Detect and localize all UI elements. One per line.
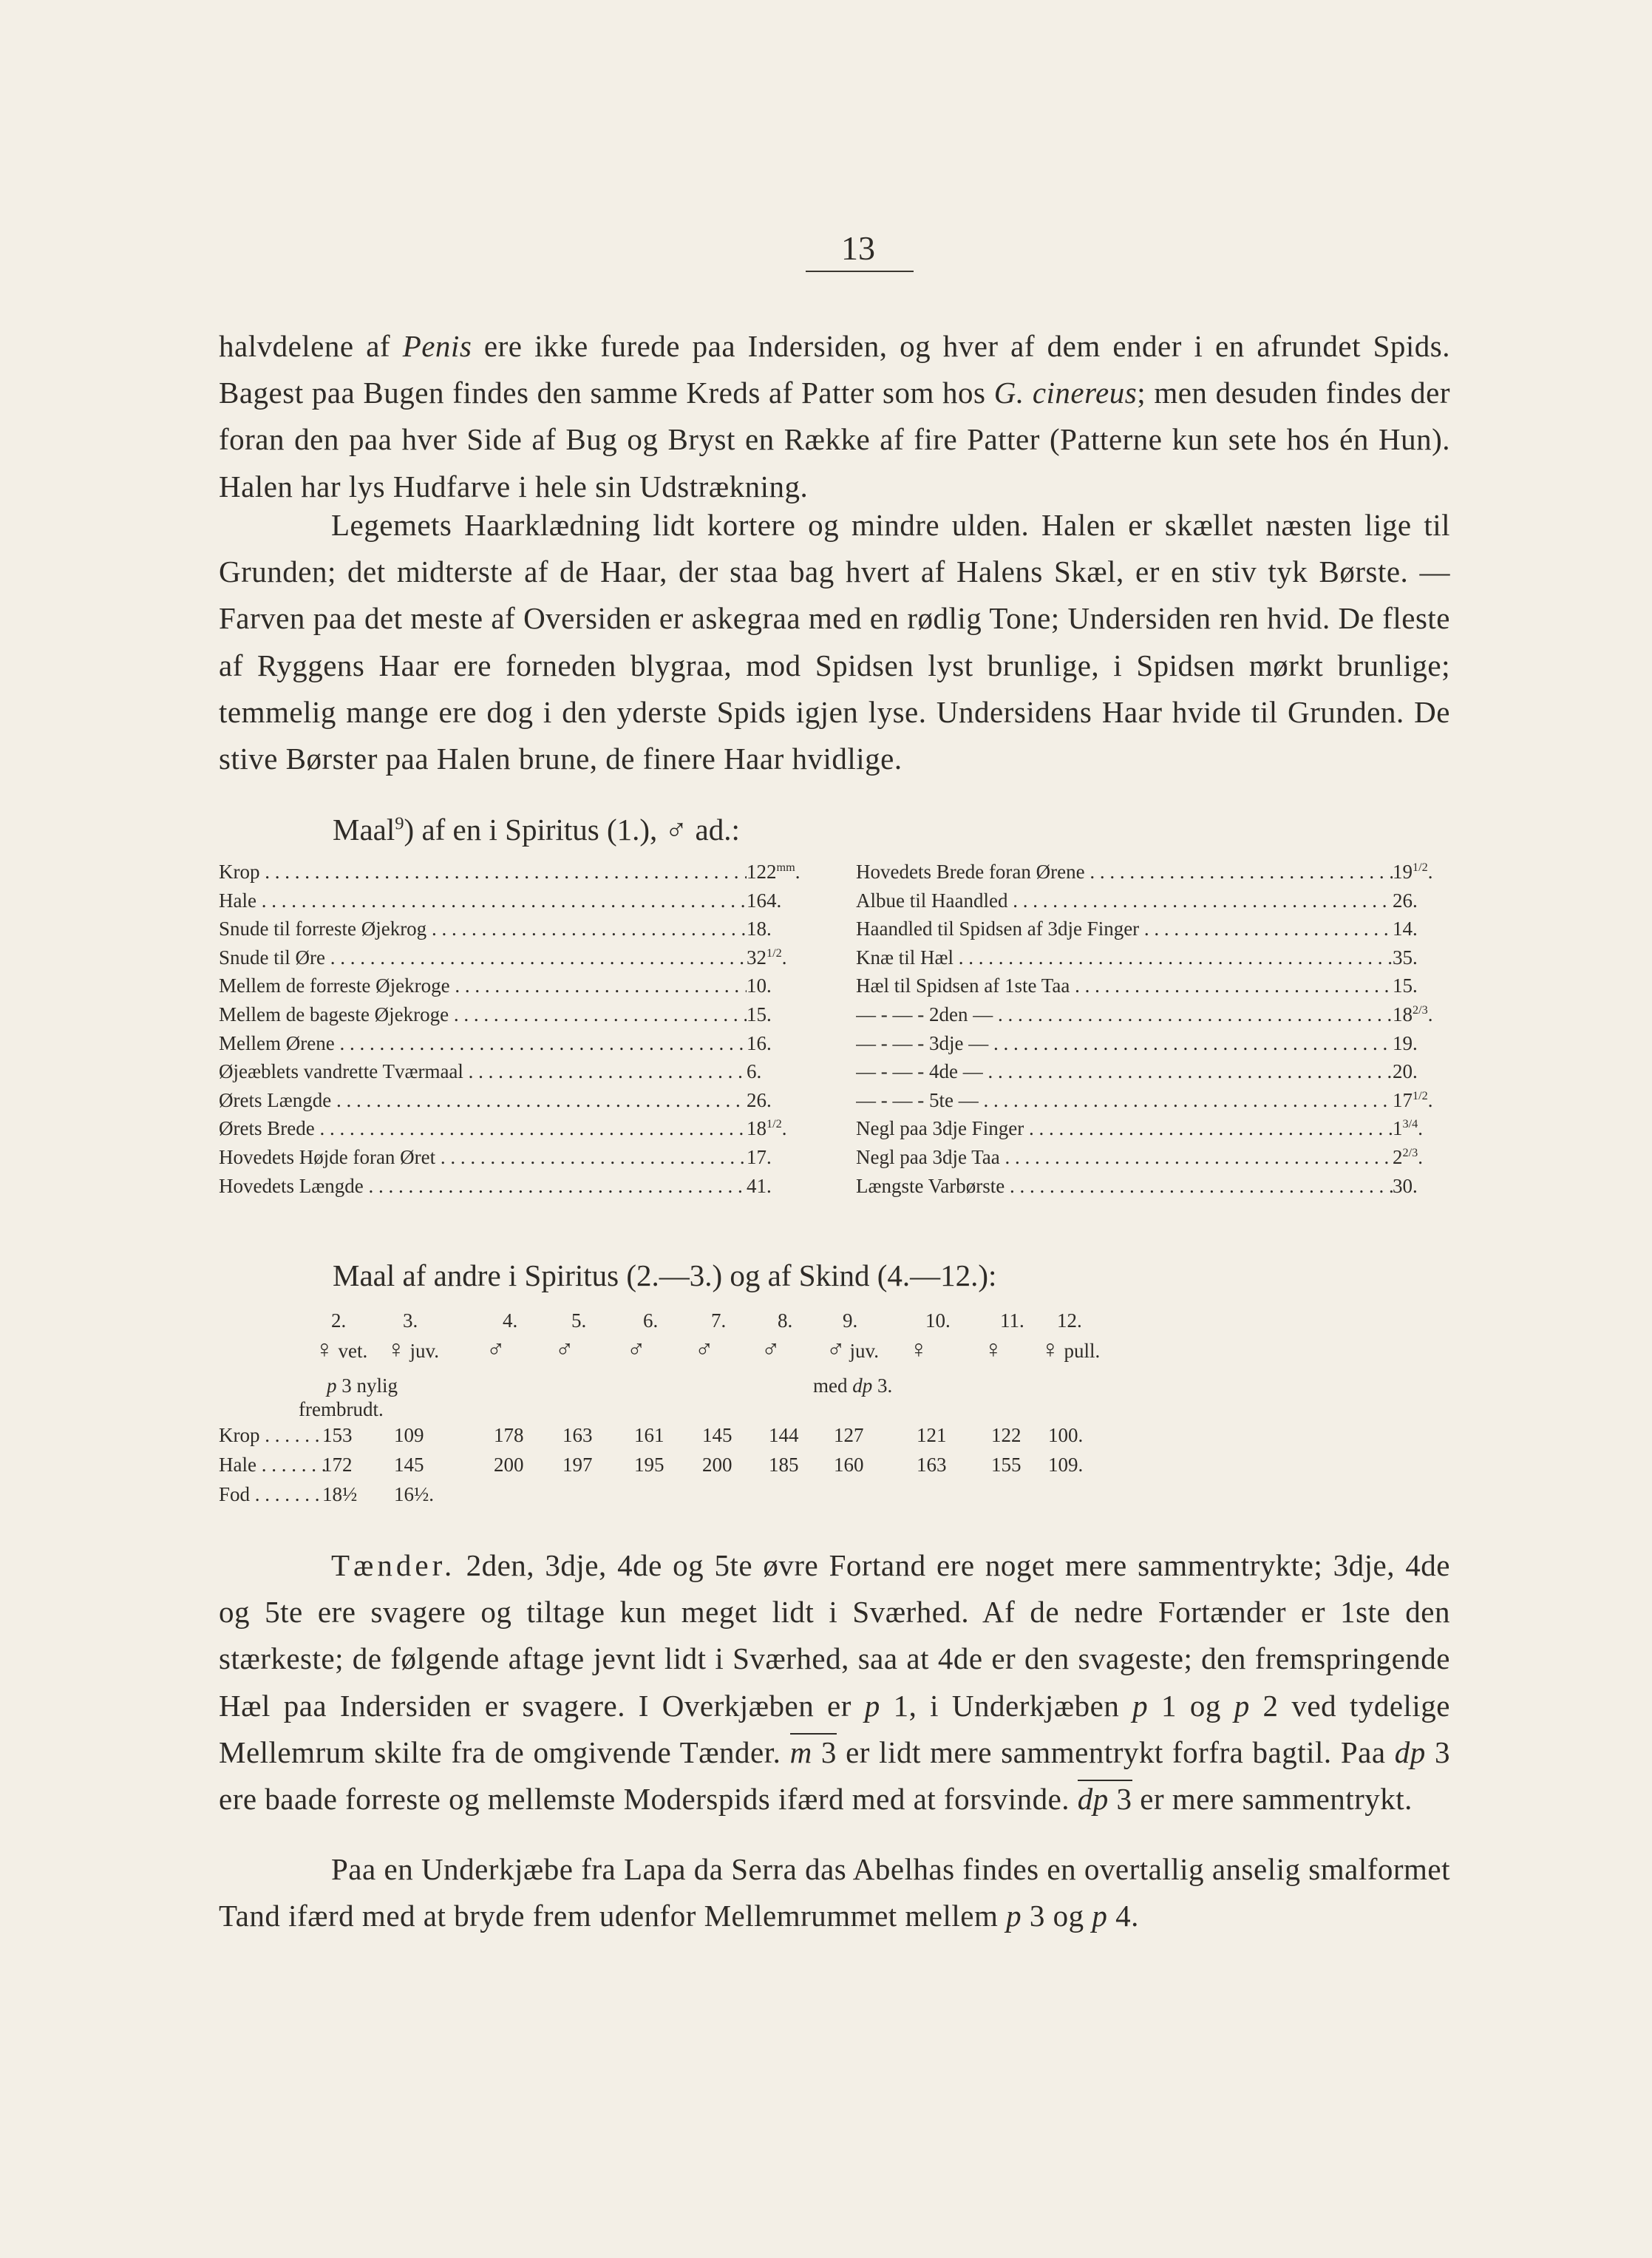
right-value: 26. [1393,889,1418,912]
left-value: 17. [747,1145,772,1168]
right-row [856,915,1444,943]
left-label: Hale . . . [219,886,747,915]
left-label: Mellem de forreste Øjekroge . . . [219,972,747,1000]
column-sex: ♂ [486,1336,506,1363]
table2-cell: 145 [702,1424,732,1446]
table2-cell: 172 [322,1454,353,1476]
left-value: 18. [747,918,772,940]
left-label: Mellem Ørene . . . [219,1029,747,1058]
right-row [856,886,1444,915]
right-label: — - — - 2den — . . . [856,1000,1393,1029]
right-value: 14. [1393,918,1418,940]
left-label: Ørets Længde . . . [219,1086,747,1115]
right-label: — - — - 5te — . . . [856,1086,1393,1115]
right-label: Negl paa 3dje Taa . . . [856,1143,1393,1172]
column-sex: ♀ pull. [1041,1336,1101,1363]
table2-cell: 109. [1048,1454,1084,1476]
right-value: 30. [1393,1174,1418,1197]
right-value: $19^{1/2}$. [1393,861,1433,883]
left-label: Øjeæblets vandrette Tværmaal . . . [219,1057,747,1086]
italic-species-name: G. cinereus [993,376,1138,410]
column-sex: ♂ [761,1336,781,1363]
column-sex: ♀ juv. [387,1336,439,1363]
column-sex: ♂ juv. [826,1336,879,1363]
table2-cell: 109 [394,1424,424,1446]
left-row [219,886,804,915]
right-label: Negl paa 3dje Finger . . . [856,1114,1393,1143]
right-row [856,1143,1444,1172]
paragraph-penis-description: halvdelene af Penis ere ikke furede paa Indersiden, og hver af dem ender i en afrundet Spids. Bagest paa Bugen findes den samme Kreds af Patter som hos G. cinereus; men desuden findes der foran den paa hver Side af Bug og Bryst en Række af fire Patter (Patterne kun sete hos én Hun). Halen har lys Hudfarve i hele sin Udstrækning. [219,329,1451,504]
column-sex: ♀ vet. [315,1336,368,1363]
left-label: Mellem de bageste Øjekroge . . . [219,1000,747,1029]
left-value: 10. [747,974,772,997]
column-sex: ♀ [909,1336,928,1363]
right-row [856,1029,1444,1058]
measurements-heading-2: Maal af andre i Spiritus (2.—3.) og af Skind (4.—12.): [333,1258,997,1292]
right-row [856,1057,1444,1086]
left-row [219,858,804,886]
column-number: 5. [571,1309,587,1332]
table2-cell: 200 [702,1454,732,1476]
table2-cell: 122 [991,1424,1022,1446]
left-row [219,1114,804,1143]
right-label: Længste Varbørste . . . [856,1172,1393,1201]
table2-cell: 197 [562,1454,593,1476]
column-sex: ♂ [695,1336,714,1363]
left-value: 26. [747,1088,772,1111]
right-row [856,858,1444,886]
table2-cell: 178 [494,1424,524,1446]
column-sex: ♂ [627,1336,646,1363]
table2-row-label: Hale . . . . . . . [219,1454,327,1476]
left-row [219,915,804,943]
teeth-lead-word: Tænder. [331,1548,456,1582]
table2-cell: 100. [1048,1424,1084,1446]
column-sex: ♀ [984,1336,1003,1363]
right-label: — - — - 4de — . . . [856,1057,1393,1086]
paragraph-fur-description: Legemets Haarklædning lidt kortere og mindre ulden. Halen er skællet næsten lige til Grunden; det midterste af de Haar, der staa bag hvert af Halens Skæl, er en stiv tyk Børste. — Farven paa det meste af Oversiden er askegraa med en rødlig Tone; Undersiden ren hvid. De fleste af Ryggens Haar ere forneden blygraa, mod Spidsen lyst brunlige, i Spidsen mørkt brunlige; temmelig mange ere dog i den yderste Spids igjen lyse. Undersidens Haar hvide til Grunden. De stive Børster paa Halen brune, de finere Haar hvidlige. [219,508,1450,776]
left-value: 15. [747,1003,772,1025]
left-row [219,1000,804,1029]
table2-cell: 145 [394,1454,424,1476]
left-label: Krop . . . [219,858,747,886]
right-value: 19. [1393,1031,1418,1054]
column-number: 2. [331,1309,347,1332]
left-row [219,972,804,1000]
right-value: 35. [1393,946,1418,969]
column-note-9: med dp 3. [813,1374,893,1397]
left-value: $32^{1/2}$. [747,946,787,969]
page-number: 13 [841,229,875,267]
left-row [219,1143,804,1172]
table2-row-label: Fod . . . . . . . [219,1483,320,1505]
table2-cell: 163 [562,1424,593,1446]
table2-cell: 155 [991,1454,1022,1476]
measurement-table-left [219,858,804,1200]
column-note-3b: frembrudt. [299,1398,384,1420]
table2-cell: 163 [917,1454,947,1476]
table2-cell: 185 [769,1454,799,1476]
column-number: 12. [1057,1309,1082,1332]
left-value: 16. [747,1031,772,1054]
right-label: Hæl til Spidsen af 1ste Taa . . . [856,972,1393,1000]
column-number: 10. [925,1309,951,1332]
table2-cell: 161 [634,1424,664,1446]
column-number: 11. [1000,1309,1024,1332]
left-value: 6. [747,1060,762,1083]
right-row [856,1086,1444,1115]
paragraph-jaw-note: Paa en Underkjæbe fra Lapa da Serra das Abelhas findes en overtallig anselig smalformet Tand ifærd med at bryde frem udenfor Mellemrummet mellem p 3 og p 4. [219,1852,1450,1933]
right-value: $1^{3/4}$. [1393,1117,1423,1140]
column-number: 3. [403,1309,418,1332]
left-row [219,1172,804,1201]
specimen-measurement-table [219,1307,1450,1514]
right-value: 15. [1393,974,1418,997]
column-note-3: p 3 nylig [327,1374,398,1397]
right-label: Hovedets Brede foran Ørene . . . [856,858,1393,886]
right-value: 20. [1393,1060,1418,1083]
right-label: Albue til Haandled . . . [856,886,1393,915]
left-row [219,1086,804,1115]
right-label: Knæ til Hæl . . . [856,943,1393,972]
left-label: Ørets Brede . . . [219,1114,747,1143]
right-row [856,1172,1444,1201]
left-label: Hovedets Længde . . . [219,1172,747,1201]
table2-cell: 160 [834,1454,864,1476]
left-label: Snude til forreste Øjekrog . . . [219,915,747,943]
right-label: Haandled til Spidsen af 3dje Finger . . . [856,915,1393,943]
left-value: $122^{mm}$. [747,861,800,883]
column-number: 8. [778,1309,793,1332]
table2-cell: 127 [834,1424,864,1446]
table2-cell: 121 [917,1424,947,1446]
column-number: 4. [503,1309,518,1332]
right-row [856,943,1444,972]
table2-cell: 200 [494,1454,524,1476]
left-value: 164. [747,889,782,912]
paragraph-teeth: Tænder. 2den, 3dje, 4de og 5te øvre Fortand ere noget mere sammentrykte; 3dje, 4de og 5te ere svagere og tiltage kun meget lidt i Sværhed. Af de nedre Fortænder er 1ste den stærkeste; de følgende aftage jevnt lidt i Sværhed, saa at 4de er den svageste; den fremspringende Hæl paa Indersiden er svagere. I Overkjæben er p 1, i Underkjæben p 1 og p 2 ved tydelige Mellemrum skilte fra de omgivende Tænder. m 3 er lidt mere sammentrykt forfra bagtil. Paa dp 3 ere baade forreste og mellemste Moderspids ifærd med at forsvinde. dp 3 er mere sammentrykt. [219,1548,1450,1817]
right-value: $17^{1/2}$. [1393,1088,1433,1111]
left-label: Snude til Øre . . . [219,943,747,972]
table2-cell: 153 [322,1424,353,1446]
italic-penis: Penis [402,329,472,363]
right-row [856,1114,1444,1143]
column-number: 9. [843,1309,858,1332]
table2-cell: 16½. [394,1483,434,1505]
table2-cell: 18½ [322,1483,358,1505]
column-sex: ♂ [555,1336,574,1363]
right-label: — - — - 3dje — . . . [856,1029,1393,1058]
left-row [219,943,804,972]
measurement-table-right [856,858,1444,1200]
page-number-rule [806,271,914,272]
left-value: 41. [747,1174,772,1197]
left-label: Hovedets Højde foran Øret . . . [219,1143,747,1172]
column-number: 6. [643,1309,659,1332]
table2-row-label: Krop . . . . . . . [219,1424,330,1446]
right-row [856,972,1444,1000]
table2-cell: 144 [769,1424,799,1446]
right-value: $2^{2/3}$. [1393,1145,1423,1168]
left-value: $18^{1/2}$. [747,1117,787,1140]
table2-cell: 195 [634,1454,664,1476]
column-number: 7. [711,1309,727,1332]
right-row [856,1000,1444,1029]
left-row [219,1057,804,1086]
measurements-heading-1: Maal$^9$) af en i Spiritus (1.), ♂ ad.: [333,813,740,847]
right-value: $18^{2/3}$. [1393,1003,1433,1025]
left-row [219,1029,804,1058]
